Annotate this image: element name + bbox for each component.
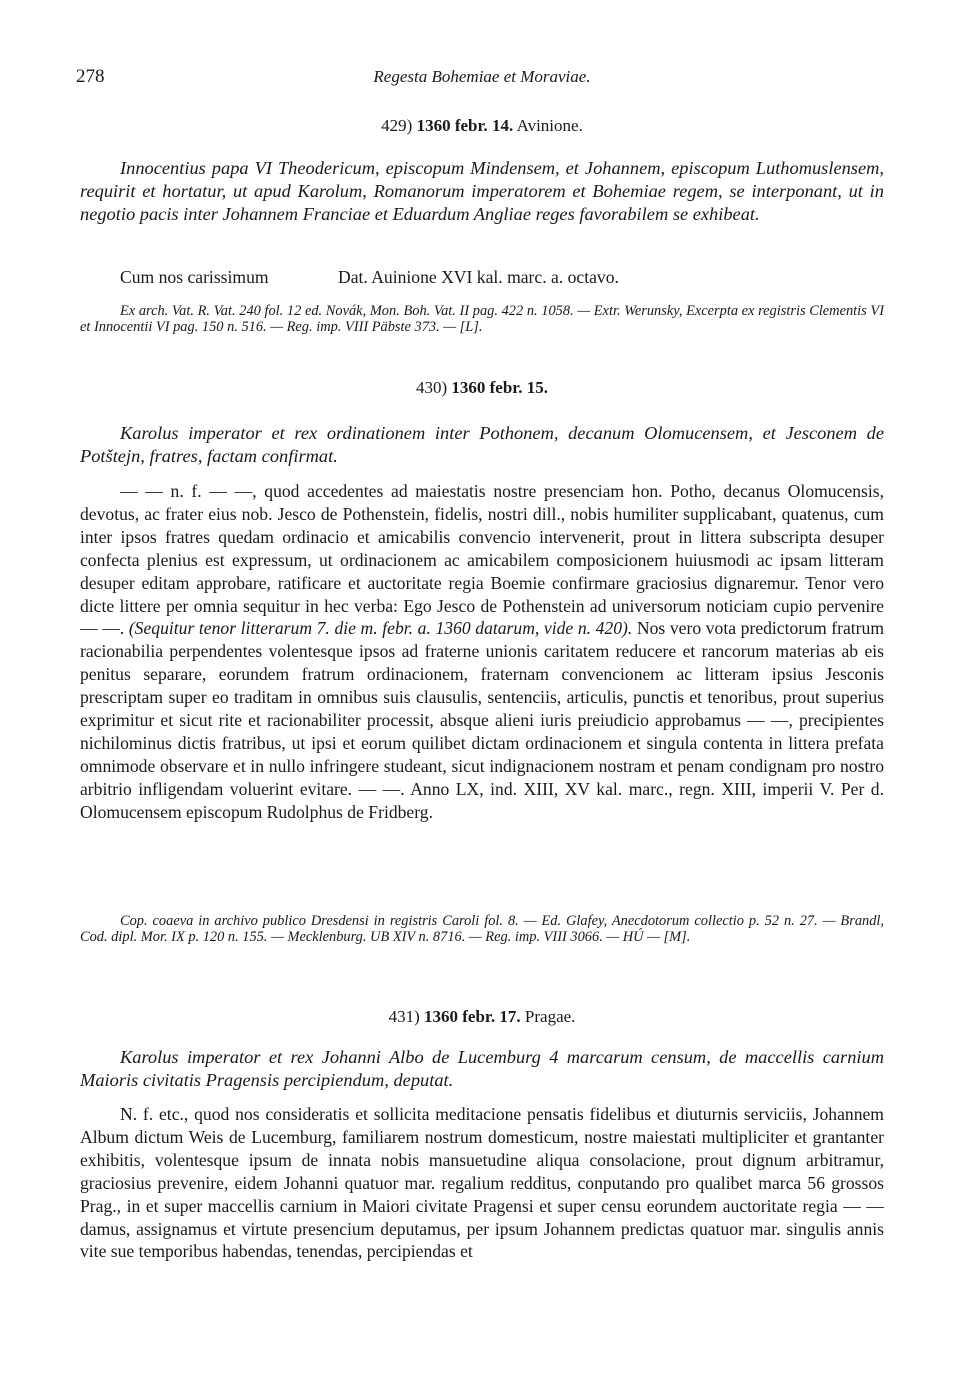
doc-430-text-part2: Nos vero vota predictorum fratrum racionabilia perpendentes volentesque ipsos ad fraterne unionis caritatem reducere et rancorum materias ab eis penitus separare, eorundem fratrum ordinacionem, fraternam convencionem ac litteram ipsius Jesconis prescriptam super eo traditam in omnibus suis clausulis, sentenciis, articulis, punctis et tenoribus, prout superius exprimitur et sicut rite et racionabiliter processit, absque alieni iuris preiudicio approbamus — —, precipientes nichilominus dictis fratribus, ut ipsi et eorum quilibet dictam ordinacionem et singula contenta in littera prefata omnimode observare et in nullo infringere studeant, sicut indignacionem nostram et penam condignam pro nostro arbitrio infligendam voluerint evitare. — —. Anno LX, ind. XIII, XV kal. marc., regn. XIII, imperii V. Per d. Olomucensem episcopum Rudolphus de Fridberg. [80, 618, 885, 822]
doc-430-text-italic-note: (Sequitur tenor litterarum 7. die m. febr. a. 1360 datarum, vide n. 420). [128, 618, 633, 639]
doc-430-text-part1: — — n. f. — —, quod accedentes ad maiestatis nostre presenciam hon. Potho, decanus Olomucensis, devotus, ac frater eius nob. Jesco de Pothenstein, fidelis, nostri dill., nobis humiliter supplicabant, quatenus, cum inter ipsos fratres quedam ordinacio et amicabilis convencio intervenerit, prout in littera subscripta desuper confecta plenius est expressum, ut ordinacionem ac amicabilem composicionem huiusmodi ac ipsam litteram desuper editam approbare, ratificare et auctoritate regia Boemie confirmare graciosius dignaremur. Tenor vero dicte littere per omnia sequitur in hec verba: Ego Jesco de Pothenstein ad universorum noticiam cupio pervenire — —. [80, 481, 884, 639]
doc-429-heading [80, 116, 884, 136]
doc-431-heading [80, 1007, 884, 1027]
doc-430-source-note: Cop. coaeva in archivo publico Dresdensi in registris Caroli fol. 8. — Ed. Glafey, Anecdotorum collectio p. 52 n. 27. — Brandl, Cod. dipl. Mor. IX p. 120 n. 155. — Mecklenburg. UB XIV n. 8716. — Reg. imp. VIII 3066. — HÚ — [M]. [80, 913, 884, 945]
doc-number: 431) [388, 1007, 420, 1026]
doc-430-heading [80, 378, 884, 398]
doc-429-abstract: Innocentius papa VI Theodericum, episcopum Mindensem, et Johannem, episcopum Luthomuslensem, requirit et hortatur, ut apud Karolum, Romanorum imperatorem et Bohemiae regem, se interponant, ut in negotio pacis inter Johannem Franciae et Eduardum Angliae reges favorabilem se exhibeat. [80, 158, 884, 224]
page-number: 278 [76, 66, 105, 87]
doc-number: 430) [415, 378, 448, 397]
running-title: Regesta Bohemiae et Moraviae. [373, 67, 591, 86]
doc-date: 1360 febr. 14. [416, 116, 514, 135]
doc-429-source-note: Ex arch. Vat. R. Vat. 240 fol. 12 ed. Novák, Mon. Boh. Vat. II pag. 422 n. 1058. — Extr. Werunsky, Excerpta ex registris Clementis VI et Innocentii VI pag. 150 n. 516. — Reg. imp. VIII Päbste 373. — [L]. [80, 303, 884, 335]
doc-date: 1360 febr. 17. [424, 1007, 521, 1026]
doc-430-text [80, 480, 884, 824]
doc-place: Avinione. [516, 116, 583, 135]
doc-429-incipit: Cum nos carissimum [120, 267, 269, 287]
doc-430-abstract: Karolus imperator et rex ordinationem inter Pothonem, decanum Olomucensem, et Jesconem de Potštejn, fratres, factam confirmat. [80, 423, 884, 466]
doc-429-dating: Dat. Auinione XVI kal. marc. a. octavo. [338, 267, 619, 287]
doc-date: 1360 febr. 15. [451, 378, 549, 397]
doc-number: 429) [381, 116, 413, 135]
doc-431-abstract: Karolus imperator et rex Johanni Albo de Lucemburg 4 marcarum censum, de maccellis carnium Maioris civitatis Pragensis percipiendum, deputat. [80, 1047, 884, 1090]
page-header [76, 66, 884, 90]
doc-place: Pragae. [524, 1007, 576, 1026]
doc-431-text: N. f. etc., quod nos consideratis et sollicita meditacione pensatis fidelibus et diuturnis serviciis, Johannem Album dictum Weis de Lucemburg, familiarem nostrum domesticum, nostre maiestati multipliciter et grantanter exhibitis, volentesque ipsum de innata nobis mansuetudine aliqua consolacione, prout dignum arbitramur, graciosius prevenire, eidem Johanni quatuor mar. regalium redditus, conputando pro qualibet marca 56 grossos Prag., in et super maccellis carnium in Maiori civitate Pragensi et super censu eorundem auctoritate regia — — damus, assignamus et virtute presencium deputamus, per ipsum Johannem predictas quatuor mar. singulis annis vite sue temporibus habendas, tenendas, percipiendas et [80, 1104, 884, 1262]
